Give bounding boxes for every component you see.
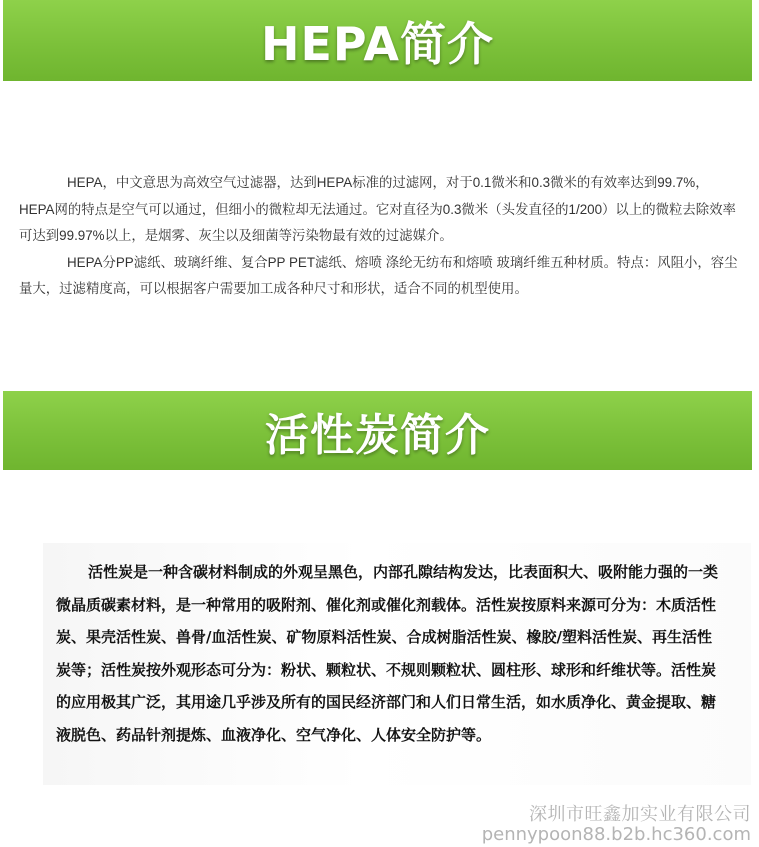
activated-carbon-paragraph: 活性炭是一种含碳材料制成的外观呈黑色，内部孔隙结构发达，比表面积大、吸附能力强的一类微晶质碳素材料，是一种常用的吸附剂、催化剂或催化剂载体。活性炭按原料来源可分为：木质活性炭、果壳活性炭、兽骨/血活性炭、矿物原料活性炭、合成树脂活性炭、橡胶/塑料活性炭、再生活性炭等；活性炭按外观形态可分为：粉状、颗粒状、不规则颗粒状、圆柱形、球形和纤维状等。活性炭的应用极其广泛，其用途几乎涉及所有的国民经济部门和人们日常生活，如水质净化、黄金提取、糖液脱色、药品针剂提炼、血液净化、空气净化、人体安全防护等。 xyxy=(56,563,719,744)
hepa-description xyxy=(19,170,741,303)
hepa-section-title: HEPA简介 xyxy=(260,16,494,71)
watermark-url: pennypoon88.b2b.hc360.com xyxy=(481,824,751,845)
hepa-section-banner xyxy=(3,0,752,81)
activated-carbon-description xyxy=(56,556,726,752)
hepa-paragraph: HEPA分PP滤纸、玻璃纤维、复合PP PET滤纸、熔喷 涤纶无纺布和熔喷 玻璃纤维五种材质。特点：风阻小，容尘量大，过滤精度高，可以根据客户需要加工成各种尺寸和形状，适合不同的机型使用。 xyxy=(19,254,738,296)
hepa-paragraph: HEPA，中文意思为高效空气过滤器，达到HEPA标准的过滤网，对于0.1微米和0.3微米的有效率达到99.7%，HEPA网的特点是空气可以通过，但细小的微粒却无法通过。它对直径为0.3微米（头发直径的1/200）以上的微粒去除效率可达到99.97%以上，是烟雾、灰尘以及细菌等污染物最有效的过滤媒介。 xyxy=(19,175,736,243)
activated-carbon-section-banner xyxy=(3,391,752,470)
watermark-company-name: 深圳市旺鑫加实业有限公司 xyxy=(529,804,751,825)
activated-carbon-section-title: 活性炭简介 xyxy=(265,409,490,461)
